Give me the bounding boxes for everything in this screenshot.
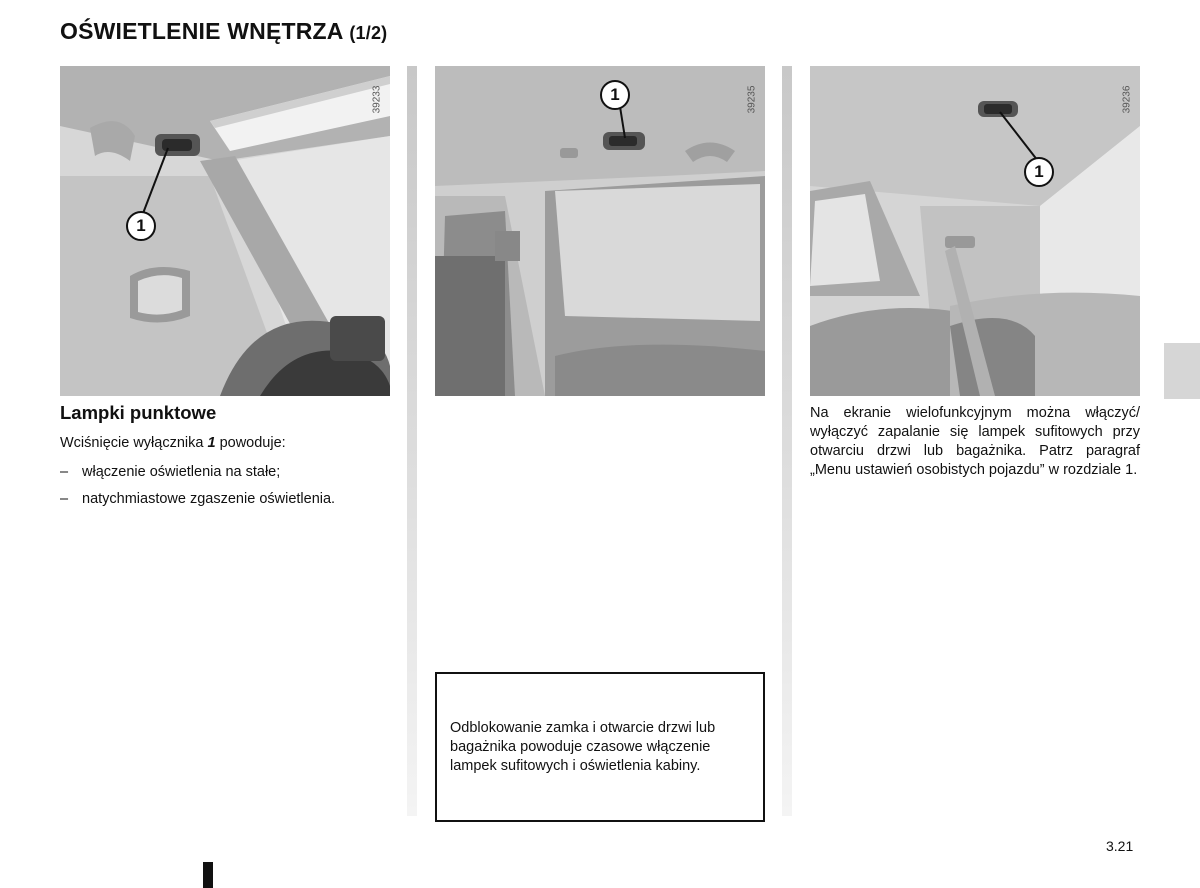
- print-mark: [203, 862, 213, 888]
- figure-code-label: 39236: [1121, 85, 1133, 114]
- list-item: – natychmiastowe zgaszenie oświetlenia.: [60, 491, 336, 507]
- column-divider-left: [407, 66, 417, 816]
- callout-number: 1: [126, 211, 156, 241]
- figure-code-label: 39235: [746, 85, 758, 114]
- figure-trunk-roof-light: [810, 66, 1140, 396]
- page-number: 3.21: [1106, 838, 1134, 854]
- figure-rear-illustration: [435, 66, 765, 396]
- note-text: Odblokowanie zamka i otwarcie drzwi lub bagażnika powoduje czasowe włączenie lampek sufitowych i oświetlenia kabiny.: [450, 720, 716, 774]
- list-item: – włączenie oświetlenia na stałe;: [60, 464, 281, 480]
- chapter-tab: [1164, 343, 1200, 399]
- page-title: [60, 18, 387, 45]
- note-box: [435, 672, 765, 822]
- callout-number: 1: [1024, 157, 1054, 187]
- title-text: OŚWIETLENIE WNĘTRZA: [60, 18, 343, 44]
- figure-front-illustration: [60, 66, 390, 396]
- title-part-indicator: (1/2): [349, 23, 388, 43]
- column-divider-right: [782, 66, 792, 816]
- figure-trunk-illustration: [810, 66, 1140, 396]
- figure-code-label: 39233: [371, 85, 383, 114]
- figure-rear-roof-light: [435, 66, 765, 396]
- figure-front-roof-light: [60, 66, 390, 396]
- right-paragraph: Na ekranie wielofunkcyjnym można włączyć/ wyłączyć zapalanie się lampek sufitowych przy otwarciu drzwi lub bagażnika. Patrz paragraf „Menu ustawień osobistych pojazdu” w rozdziale 1.: [810, 405, 1140, 478]
- intro-paragraph: Wciśnięcie wyłącznika 1 powoduje:: [60, 435, 286, 451]
- section-heading: Lampki punktowe: [60, 402, 217, 423]
- callout-number: 1: [600, 80, 630, 110]
